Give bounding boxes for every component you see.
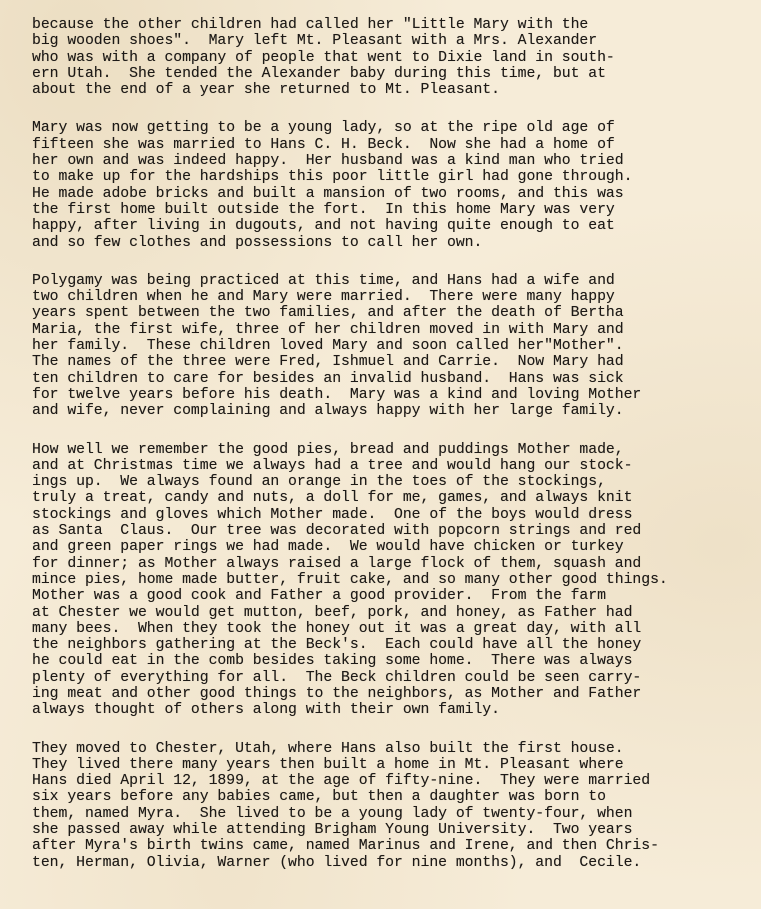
text-line: They lived there many years then built a home in Mt. Pleasant where <box>32 756 624 773</box>
text-line: who was with a company of people that went to Dixie land in south- <box>32 49 615 66</box>
text-line: because the other children had called her "Little Mary with the <box>32 17 589 33</box>
text-line: to make up for the hardships this poor little girl had gone through. <box>32 169 633 186</box>
text-line: ten, Herman, Olivia, Warner (who lived for nine months), and Cecile. <box>32 854 642 871</box>
text-line: for dinner; as Mother always raised a large flock of them, squash and <box>32 555 642 572</box>
text-line: at Chester we would get mutton, beef, pork, and honey, as Father had <box>32 604 633 621</box>
text-line: as Santa Claus. Our tree was decorated with popcorn strings and red <box>32 523 642 540</box>
text-line: her family. These children loved Mary and soon called her"Mother". <box>32 338 624 355</box>
text-line: the neighbors gathering at the Beck's. Each could have all the honey <box>32 637 642 654</box>
text-line: she passed away while attending Brigham Young University. Two years <box>32 822 633 839</box>
text-line: big wooden shoes". Mary left Mt. Pleasant with a Mrs. Alexander <box>32 33 598 50</box>
text-line: How well we remember the good pies, bread and puddings Mother made, <box>32 441 624 458</box>
text-line: truly a treat, candy and nuts, a doll for me, games, and always knit <box>32 490 633 507</box>
text-line: her own and was indeed happy. Her husband was a kind man who tried <box>32 153 624 170</box>
text-line: plenty of everything for all. The Beck children could be seen carry- <box>32 669 642 686</box>
paragraph-chester <box>32 741 757 871</box>
text-line: Mother was a good cook and Father a good provider. From the farm <box>32 588 606 605</box>
text-line: years spent between the two families, and after the death of Bertha <box>32 305 624 322</box>
text-line: The names of the three were Fred, Ishmuel and Carrie. Now Mary had <box>32 354 624 371</box>
text-line: Mary was now getting to be a young lady, so at the ripe old age of <box>32 120 615 137</box>
text-line: ern Utah. She tended the Alexander baby during this time, but at <box>32 65 606 82</box>
paragraph-christmas <box>32 442 757 719</box>
text-line: about the end of a year she returned to Mt. Pleasant. <box>32 82 500 99</box>
text-line: Maria, the first wife, three of her children moved in with Mary and <box>32 321 624 338</box>
text-line: and wife, never complaining and always happy with her large family. <box>32 403 624 420</box>
text-line: and so few clothes and possessions to call her own. <box>32 234 483 251</box>
text-line: They moved to Chester, Utah, where Hans also built the first house. <box>32 740 624 757</box>
text-line: the first home built outside the fort. In this home Mary was very <box>32 201 615 218</box>
text-line: and green paper rings we had made. We would have chicken or turkey <box>32 539 624 556</box>
text-line: for twelve years before his death. Mary was a kind and loving Mother <box>32 386 642 403</box>
text-line: them, named Myra. She lived to be a young lady of twenty-four, when <box>32 805 633 822</box>
text-line: and at Christmas time we always had a tree and would hang our stock- <box>32 457 633 474</box>
paragraph-marriage <box>32 120 757 250</box>
text-line: mince pies, home made butter, fruit cake, and so many other good things. <box>32 571 668 588</box>
text-line: fifteen she was married to Hans C. H. Beck. Now she had a home of <box>32 136 615 153</box>
text-line: stockings and gloves which Mother made. One of the boys would dress <box>32 506 633 523</box>
text-line: ten children to care for besides an invalid husband. Hans was sick <box>32 370 624 387</box>
text-line: Hans died April 12, 1899, at the age of fifty-nine. They were married <box>32 773 651 790</box>
text-line: ings up. We always found an orange in the toes of the stockings, <box>32 474 606 491</box>
paragraph-polygamy <box>32 273 757 420</box>
text-line: always thought of others along with their own family. <box>32 702 500 719</box>
text-line: He made adobe bricks and built a mansion of two rooms, and this was <box>32 185 624 202</box>
text-line: after Myra's birth twins came, named Marinus and Irene, and then Chris- <box>32 838 659 855</box>
typewritten-page <box>32 17 757 893</box>
text-line: six years before any babies came, but then a daughter was born to <box>32 789 606 806</box>
text-line: many bees. When they took the honey out it was a great day, with all <box>32 620 642 637</box>
text-line: happy, after living in dugouts, and not having quite enough to eat <box>32 218 615 235</box>
text-line: Polygamy was being practiced at this time, and Hans had a wife and <box>32 272 615 289</box>
paragraph-little-mary <box>32 17 757 98</box>
text-line: ing meat and other good things to the neighbors, as Mother and Father <box>32 685 642 702</box>
text-line: two children when he and Mary were married. There were many happy <box>32 289 615 306</box>
text-line: he could eat in the comb besides taking some home. There was always <box>32 653 633 670</box>
